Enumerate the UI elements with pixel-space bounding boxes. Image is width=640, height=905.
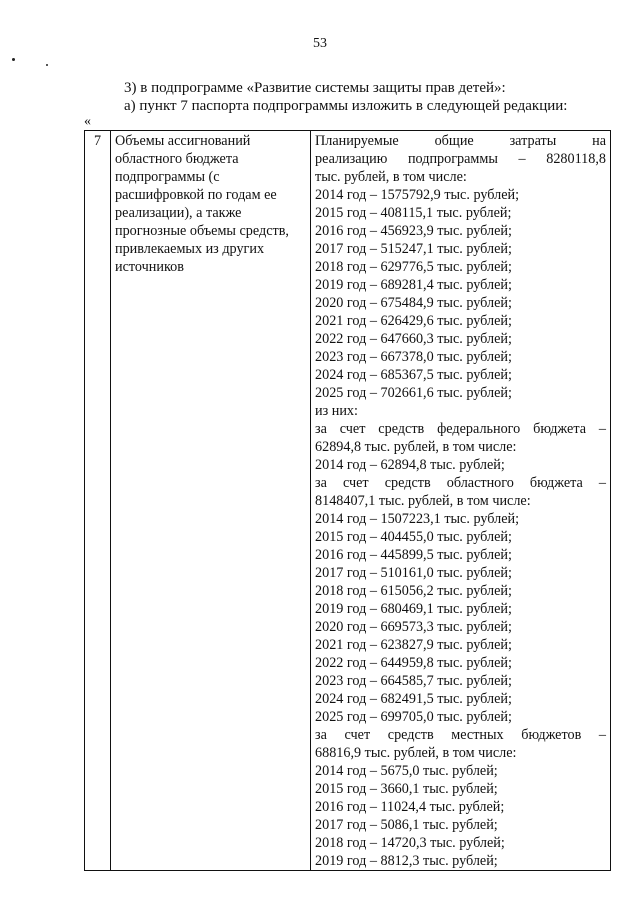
- value-line: 2025 год – 702661,6 тыс. рублей;: [315, 385, 512, 401]
- open-quote: «: [84, 114, 91, 129]
- value-line: реализацию подпрограммы – 8280118,8: [315, 151, 606, 167]
- value-line: 62894,8 тыс. рублей, в том числе:: [315, 439, 517, 455]
- name-line: прогнозные объемы средств,: [115, 223, 289, 239]
- value-line: 2017 год – 510161,0 тыс. рублей;: [315, 565, 512, 581]
- value-line: за счет средств областного бюджета –: [315, 475, 606, 491]
- value-line: 2014 год – 1575792,9 тыс. рублей;: [315, 187, 520, 203]
- value-line: 2024 год – 685367,5 тыс. рублей;: [315, 367, 512, 383]
- value-line: 2015 год – 3660,1 тыс. рублей;: [315, 781, 498, 797]
- intro-line-1: 3) в подпрограмме «Развитие системы защиты прав детей»:: [124, 80, 506, 96]
- value-line: 2021 год – 626429,6 тыс. рублей;: [315, 313, 512, 329]
- name-line: привлекаемых из других: [115, 241, 265, 257]
- value-line: 2014 год – 62894,8 тыс. рублей;: [315, 457, 505, 473]
- name-line: источников: [115, 259, 184, 275]
- value-line: за счет средств местных бюджетов –: [315, 727, 606, 743]
- value-line: 2014 год – 1507223,1 тыс. рублей;: [315, 511, 520, 527]
- value-line: 2016 год – 456923,9 тыс. рублей;: [315, 223, 512, 239]
- name-line: расшифровкой по годам ее: [115, 187, 277, 203]
- value-line: 2018 год – 14720,3 тыс. рублей;: [315, 835, 505, 851]
- value-line: 2023 год – 664585,7 тыс. рублей;: [315, 673, 512, 689]
- value-line: из них:: [315, 403, 358, 419]
- value-line: 2020 год – 675484,9 тыс. рублей;: [315, 295, 512, 311]
- table-row: [85, 131, 611, 871]
- intro-line-2: а) пункт 7 паспорта подпрограммы изложить в следующей редакции:: [124, 98, 568, 114]
- value-line: 2017 год – 515247,1 тыс. рублей;: [315, 241, 512, 257]
- value-line: Планируемые общие затраты на: [315, 133, 606, 149]
- value-line: 2016 год – 445899,5 тыс. рублей;: [315, 547, 512, 563]
- scan-speck: [46, 64, 48, 66]
- value-line: тыс. рублей, в том числе:: [315, 169, 467, 185]
- value-line: за счет средств федерального бюджета –: [315, 421, 606, 437]
- value-line: 2018 год – 615056,2 тыс. рублей;: [315, 583, 512, 599]
- value-line: 2015 год – 404455,0 тыс. рублей;: [315, 529, 512, 545]
- value-line: 8148407,1 тыс. рублей, в том числе:: [315, 493, 531, 509]
- value-line: 2024 год – 682491,5 тыс. рублей;: [315, 691, 512, 707]
- value-line: 2016 год – 11024,4 тыс. рублей;: [315, 799, 505, 815]
- name-line: Объемы ассигнований: [115, 133, 251, 149]
- value-line: 2022 год – 647660,3 тыс. рублей;: [315, 331, 512, 347]
- value-line: 2019 год – 8812,3 тыс. рублей;: [315, 853, 498, 869]
- value-line: 2018 год – 629776,5 тыс. рублей;: [315, 259, 512, 275]
- value-line: 2019 год – 680469,1 тыс. рублей;: [315, 601, 512, 617]
- page-number: 53: [313, 36, 327, 51]
- value-line: 68816,9 тыс. рублей, в том числе:: [315, 745, 517, 761]
- value-line: 2019 год – 689281,4 тыс. рублей;: [315, 277, 512, 293]
- scan-speck: [12, 58, 15, 61]
- value-line: 2015 год – 408115,1 тыс. рублей;: [315, 205, 512, 221]
- row-name-cell: [111, 131, 311, 871]
- value-line: 2025 год – 699705,0 тыс. рублей;: [315, 709, 512, 725]
- value-line: 2014 год – 5675,0 тыс. рублей;: [315, 763, 498, 779]
- value-line: 2022 год – 644959,8 тыс. рублей;: [315, 655, 512, 671]
- value-line: 2023 год – 667378,0 тыс. рублей;: [315, 349, 512, 365]
- name-line: подпрограммы (с: [115, 169, 220, 185]
- value-line: 2020 год – 669573,3 тыс. рублей;: [315, 619, 512, 635]
- name-line: областного бюджета: [115, 151, 239, 167]
- row-value-cell: [311, 131, 611, 871]
- value-line: 2021 год – 623827,9 тыс. рублей;: [315, 637, 512, 653]
- name-line: реализации), а также: [115, 205, 242, 221]
- value-line: 2017 год – 5086,1 тыс. рублей;: [315, 817, 498, 833]
- passport-table: [84, 130, 611, 871]
- row-number-cell: 7: [85, 131, 111, 871]
